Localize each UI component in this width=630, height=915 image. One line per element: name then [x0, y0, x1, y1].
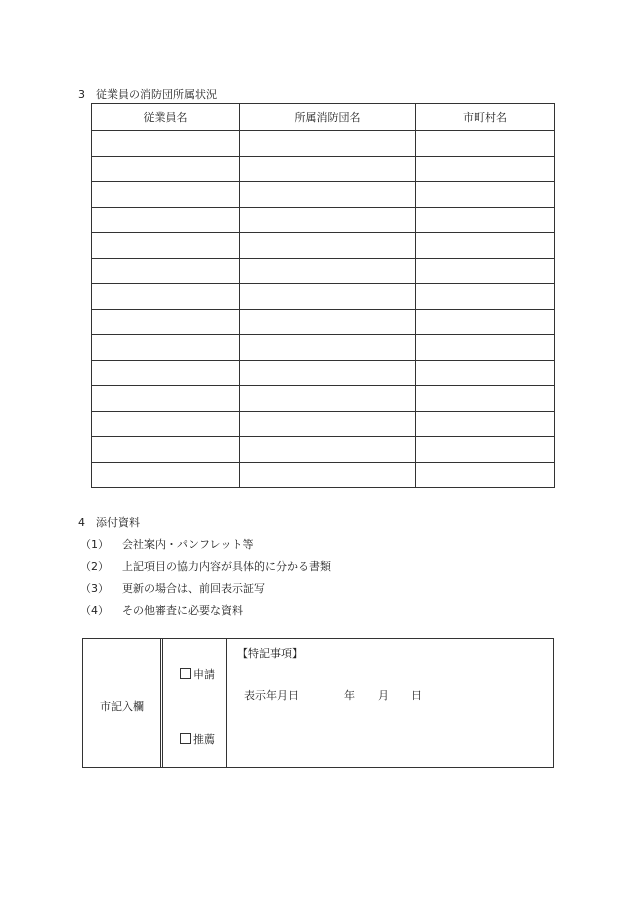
municipality-cell[interactable] [416, 309, 555, 335]
apply-label: 申請 [193, 668, 215, 681]
fire-brigade-cell[interactable] [240, 335, 416, 361]
fire-brigade-cell[interactable] [240, 462, 416, 488]
city-entry-box [82, 638, 554, 768]
employee-name-cell[interactable] [92, 284, 240, 310]
section4-title: 4 添付資料 [78, 516, 140, 529]
municipality-cell[interactable] [416, 156, 555, 182]
option-cell [166, 639, 227, 767]
fire-brigade-cell[interactable] [240, 131, 416, 157]
municipality-cell[interactable] [416, 411, 555, 437]
member-table [91, 103, 555, 488]
recommend-checkbox[interactable] [180, 731, 215, 747]
checkbox-icon [180, 668, 191, 679]
column-header-fire-brigade: 所属消防団名 [240, 104, 416, 131]
employee-name-cell[interactable] [92, 182, 240, 208]
municipality-cell[interactable] [416, 360, 555, 386]
day-label: 日 [411, 689, 422, 702]
table-row [92, 437, 555, 463]
attachment-item [80, 536, 253, 552]
employee-name-cell[interactable] [92, 386, 240, 412]
fire-brigade-cell[interactable] [240, 309, 416, 335]
month-label: 月 [378, 689, 389, 702]
municipality-cell[interactable] [416, 462, 555, 488]
fire-brigade-cell[interactable] [240, 207, 416, 233]
table-row [92, 335, 555, 361]
special-notes-title: 【特記事項】 [237, 647, 303, 660]
table-row [92, 411, 555, 437]
municipality-cell[interactable] [416, 207, 555, 233]
employee-name-cell[interactable] [92, 335, 240, 361]
recommend-label: 推薦 [193, 733, 215, 746]
column-header-employee: 従業員名 [92, 104, 240, 131]
attachment-item [80, 602, 243, 618]
attachment-text: その他審査に必要な資料 [122, 604, 243, 617]
employee-name-cell[interactable] [92, 258, 240, 284]
table-row [92, 182, 555, 208]
employee-name-cell[interactable] [92, 207, 240, 233]
municipality-cell[interactable] [416, 233, 555, 259]
municipality-cell[interactable] [416, 258, 555, 284]
attachment-text: 上記項目の協力内容が具体的に分かる書類 [122, 560, 331, 573]
employee-name-cell[interactable] [92, 411, 240, 437]
city-label-cell [83, 639, 163, 767]
fire-brigade-cell[interactable] [240, 411, 416, 437]
table-row [92, 360, 555, 386]
attachment-text: 会社案内・パンフレット等 [122, 538, 254, 551]
table-row [92, 386, 555, 412]
attachment-number: （1） [80, 538, 109, 551]
fire-brigade-cell[interactable] [240, 284, 416, 310]
fire-brigade-cell[interactable] [240, 156, 416, 182]
fire-brigade-cell[interactable] [240, 182, 416, 208]
fire-brigade-cell[interactable] [240, 437, 416, 463]
table-row [92, 309, 555, 335]
table-row [92, 131, 555, 157]
fire-brigade-cell[interactable] [240, 233, 416, 259]
table-row [92, 258, 555, 284]
employee-name-cell[interactable] [92, 360, 240, 386]
table-row [92, 284, 555, 310]
employee-name-cell[interactable] [92, 309, 240, 335]
attachment-text: 更新の場合は、前回表示証写 [122, 582, 265, 595]
year-label: 年 [344, 689, 355, 702]
attachment-number: （3） [80, 582, 109, 595]
municipality-cell[interactable] [416, 182, 555, 208]
municipality-cell[interactable] [416, 386, 555, 412]
table-row [92, 233, 555, 259]
employee-name-cell[interactable] [92, 437, 240, 463]
attachment-item [80, 558, 331, 574]
fire-brigade-cell[interactable] [240, 258, 416, 284]
attachment-number: （4） [80, 604, 109, 617]
employee-name-cell[interactable] [92, 131, 240, 157]
apply-checkbox[interactable] [180, 666, 215, 682]
attachment-item [80, 580, 265, 596]
table-row [92, 207, 555, 233]
municipality-cell[interactable] [416, 284, 555, 310]
display-date-row [244, 687, 422, 765]
checkbox-icon [180, 733, 191, 744]
employee-name-cell[interactable] [92, 462, 240, 488]
municipality-cell[interactable] [416, 131, 555, 157]
fire-brigade-cell[interactable] [240, 360, 416, 386]
municipality-cell[interactable] [416, 335, 555, 361]
attachment-number: （2） [80, 560, 109, 573]
fire-brigade-cell[interactable] [240, 386, 416, 412]
table-row [92, 462, 555, 488]
column-header-municipality: 市町村名 [416, 104, 555, 131]
table-header-row [92, 104, 555, 131]
employee-name-cell[interactable] [92, 156, 240, 182]
employee-name-cell[interactable] [92, 233, 240, 259]
display-date-label: 表示年月日 [244, 689, 299, 702]
city-entry-label: 市記入欄 [100, 700, 144, 713]
table-row [92, 156, 555, 182]
section3-title: 3 従業員の消防団所属状況 [78, 88, 217, 101]
municipality-cell[interactable] [416, 437, 555, 463]
